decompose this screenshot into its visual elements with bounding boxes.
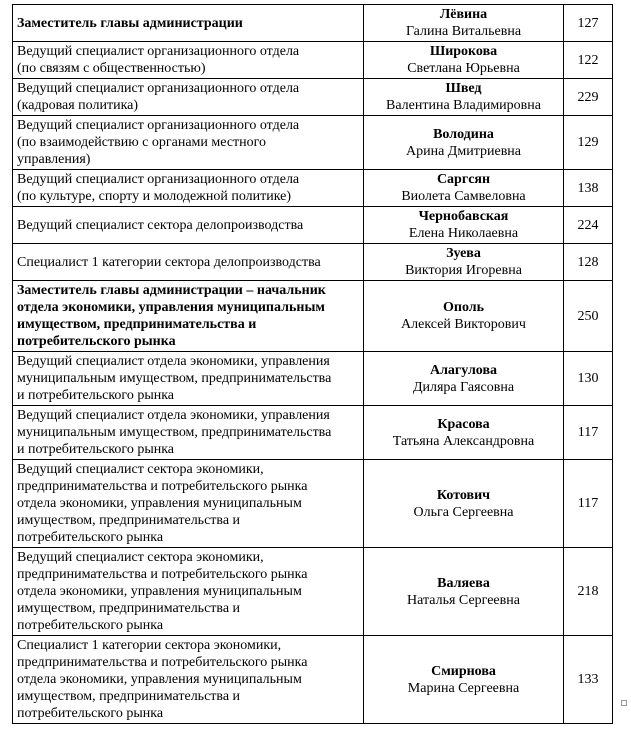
phone-extension-cell: 250	[564, 281, 613, 352]
position-line: предпринимательства и потребительского рынка	[17, 655, 308, 670]
staff-rows	[13, 5, 613, 724]
employee-name-cell	[364, 5, 564, 42]
employee-name-cell	[364, 406, 564, 460]
employee-surname: Котович	[436, 487, 491, 503]
table-row	[13, 42, 613, 79]
position-line: Специалист 1 категории сектора экономики,	[17, 638, 282, 653]
table-row	[13, 116, 613, 170]
position-line: потребительского рынка	[17, 334, 176, 349]
position-line: Ведущий специалист отдела экономики, управления	[17, 408, 330, 423]
employee-name-cell	[364, 42, 564, 79]
position-line: отдела экономики, управления муниципальным	[17, 300, 325, 315]
position-line: Ведущий специалист организационного отдела	[17, 81, 300, 96]
employee-surname: Швед	[445, 81, 482, 96]
table-row	[13, 460, 613, 548]
position-cell	[13, 281, 364, 352]
position-line: Ведущий специалист организационного отдела	[17, 118, 300, 133]
position-cell	[13, 79, 364, 116]
position-cell	[13, 636, 364, 724]
phone-extension-cell: 130	[564, 352, 613, 406]
position-line: имуществом, предпринимательства и	[17, 601, 241, 616]
employee-surname: Ополь	[442, 300, 485, 315]
position-line: (по культуре, спорту и молодежной политике)	[17, 189, 292, 204]
employee-given-names: Диляра Гаясовна	[412, 379, 515, 395]
table-row	[13, 5, 613, 42]
employee-surname: Зуева	[446, 246, 481, 261]
employee-name-cell	[364, 460, 564, 548]
table-row	[13, 281, 613, 352]
employee-given-names: Татьяна Александровна	[392, 433, 535, 449]
position-line: потребительского рынка	[17, 618, 164, 633]
employee-surname: Красова	[437, 416, 490, 432]
position-line: (по взаимодействию с органами местного	[17, 135, 267, 150]
phone-extension-cell: 218	[564, 548, 613, 636]
position-cell	[13, 42, 364, 79]
position-cell	[13, 548, 364, 636]
position-line: Заместитель главы администрации	[17, 15, 243, 31]
employee-given-names: Светлана Юрьевна	[407, 61, 520, 76]
employee-given-names: Валентина Владимировна	[385, 98, 541, 113]
position-line: (кадровая политика)	[17, 98, 139, 113]
position-line: имуществом, предпринимательства и	[17, 317, 257, 332]
employee-given-names: Виктория Игоревна	[405, 263, 522, 278]
phone-extension-cell: 117	[564, 460, 613, 548]
position-line: отдела экономики, управления муниципальным	[17, 584, 302, 599]
position-cell	[13, 116, 364, 170]
phone-extension-cell: 229	[564, 79, 613, 116]
employee-name-cell	[364, 207, 564, 244]
position-line: муниципальным имуществом, предпринимательства	[17, 371, 332, 386]
employee-given-names: Марина Сергеевна	[407, 680, 520, 696]
position-line: муниципальным имуществом, предпринимательства	[17, 425, 332, 440]
position-line: Ведущий специалист сектора экономики,	[17, 462, 264, 477]
position-line: потребительского рынка	[17, 706, 164, 721]
phone-extension-cell: 133	[564, 636, 613, 724]
employee-given-names: Галина Витальевна	[405, 24, 522, 39]
employee-given-names: Наталья Сергеевна	[407, 592, 520, 608]
employee-name-cell	[364, 79, 564, 116]
position-line: Ведущий специалист отдела экономики, управления	[17, 354, 330, 369]
position-line: и потребительского рынка	[17, 442, 175, 457]
employee-given-names: Алексей Викторович	[401, 317, 526, 332]
employee-given-names: Елена Николаевна	[408, 226, 519, 241]
employee-given-names: Арина Дмитриевна	[405, 143, 522, 159]
table-row	[13, 636, 613, 724]
phone-extension-cell: 122	[564, 42, 613, 79]
table-row	[13, 79, 613, 116]
employee-name-cell	[364, 281, 564, 352]
employee-name-cell	[364, 636, 564, 724]
phone-extension-cell: 224	[564, 207, 613, 244]
position-cell	[13, 5, 364, 42]
phone-extension-cell: 127	[564, 5, 613, 42]
table-row	[13, 352, 613, 406]
table-end-handle[interactable]	[621, 700, 627, 706]
phone-extension-cell: 117	[564, 406, 613, 460]
position-line: отдела экономики, управления муниципальным	[17, 496, 302, 511]
position-line: Ведущий специалист сектора экономики,	[17, 550, 264, 565]
employee-surname: Широкова	[429, 44, 498, 59]
employee-surname: Лёвина	[439, 7, 488, 22]
position-line: Ведущий специалист организационного отдела	[17, 172, 300, 187]
phone-extension-cell: 129	[564, 116, 613, 170]
employee-name-cell	[364, 116, 564, 170]
position-line: Специалист 1 категории сектора делопроизводства	[17, 254, 321, 270]
position-cell	[13, 244, 364, 281]
table-row	[13, 207, 613, 244]
table-row	[13, 244, 613, 281]
employee-name-cell	[364, 244, 564, 281]
employee-given-names: Виолета Самвеловна	[401, 189, 526, 204]
employee-surname: Чернобавская	[418, 209, 509, 224]
position-line: имуществом, предпринимательства и	[17, 689, 241, 704]
staff-directory-table	[12, 4, 613, 724]
position-cell	[13, 460, 364, 548]
employee-surname: Саргсян	[436, 172, 491, 187]
position-line: Ведущий специалист организационного отдела	[17, 44, 300, 59]
employee-surname: Смирнова	[431, 663, 496, 679]
employee-name-cell	[364, 170, 564, 207]
employee-surname: Володина	[433, 126, 494, 142]
position-cell	[13, 352, 364, 406]
phone-extension-cell: 138	[564, 170, 613, 207]
position-line: Заместитель главы администрации – начальник	[17, 283, 326, 298]
table-row	[13, 406, 613, 460]
position-line: предпринимательства и потребительского рынка	[17, 479, 308, 494]
position-line: отдела экономики, управления муниципальным	[17, 672, 302, 687]
position-line: потребительского рынка	[17, 530, 164, 545]
position-line: и потребительского рынка	[17, 388, 175, 403]
position-line: управления)	[17, 152, 91, 167]
phone-extension-cell: 128	[564, 244, 613, 281]
position-cell	[13, 170, 364, 207]
table-row	[13, 548, 613, 636]
employee-name-cell	[364, 352, 564, 406]
position-cell	[13, 207, 364, 244]
employee-surname: Алагулова	[429, 362, 498, 378]
employee-name-cell	[364, 548, 564, 636]
employee-given-names: Ольга Сергеевна	[413, 504, 514, 520]
table-row	[13, 170, 613, 207]
position-line: Ведущий специалист сектора делопроизводства	[17, 217, 304, 233]
employee-surname: Валяева	[437, 575, 490, 591]
position-line: имуществом, предпринимательства и	[17, 513, 241, 528]
position-cell	[13, 406, 364, 460]
position-line: (по связям с общественностью)	[17, 61, 206, 76]
position-line: предпринимательства и потребительского рынка	[17, 567, 308, 582]
